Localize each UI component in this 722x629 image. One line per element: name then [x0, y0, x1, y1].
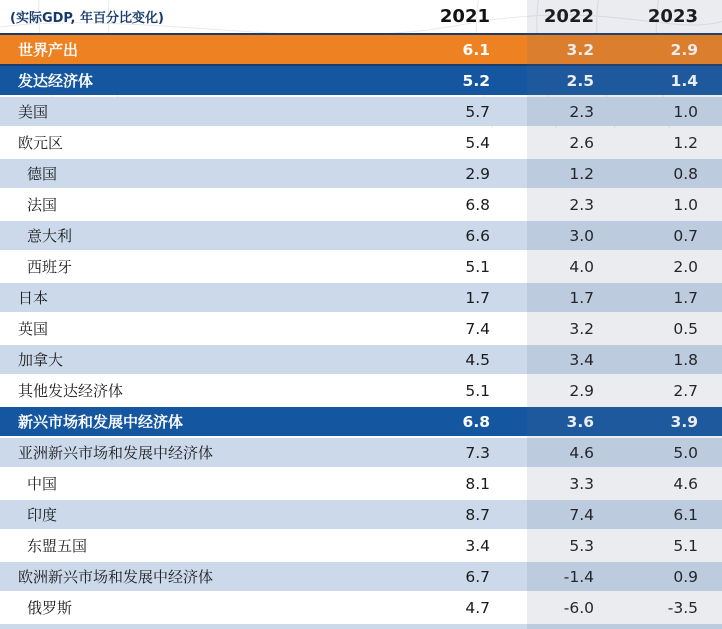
value-2023: 1.2 — [673, 133, 698, 152]
value-2022: -6.0 — [563, 598, 594, 617]
row-label: 加拿大 — [18, 351, 64, 369]
table-row — [0, 221, 722, 250]
value-2023: 0.9 — [673, 567, 698, 586]
row-label: 亚洲新兴市场和发展中经济体 — [18, 444, 214, 462]
table-row — [0, 531, 722, 560]
value-2022: 4.6 — [569, 443, 594, 462]
table-row — [0, 376, 722, 405]
value-2022: 3.2 — [569, 319, 594, 338]
value-2022: 2.9 — [569, 381, 594, 400]
value-2021: 8.7 — [465, 505, 490, 524]
value-2022: 2.3 — [569, 195, 594, 214]
value-2022: 3.0 — [569, 226, 594, 245]
table-row — [0, 407, 722, 436]
value-2022: 2.3 — [569, 102, 594, 121]
table-row — [0, 97, 722, 126]
value-2022: -1.4 — [563, 567, 594, 586]
value-2022: 3.4 — [569, 350, 594, 369]
value-2021: 6.8 — [462, 412, 490, 431]
table-row — [0, 314, 722, 343]
value-2021: 5.2 — [462, 71, 490, 90]
row-label: 印度 — [27, 506, 58, 524]
row-label: 世界产出 — [18, 41, 79, 59]
value-2021: 7.3 — [465, 443, 490, 462]
table-row — [0, 190, 722, 219]
value-2023: 1.8 — [673, 350, 698, 369]
table-header — [0, 0, 722, 33]
value-2022: 3.3 — [569, 474, 594, 493]
table-row — [0, 345, 722, 374]
column-header-2023: 2023 — [647, 6, 698, 27]
value-2023: 3.9 — [670, 412, 698, 431]
row-label: 意大利 — [27, 227, 73, 245]
value-2021: 7.4 — [465, 319, 490, 338]
value-2022: 3.6 — [566, 412, 594, 431]
table-row — [0, 438, 722, 467]
value-2023: 0.7 — [673, 226, 698, 245]
table-body — [0, 33, 722, 622]
value-2022: 1.7 — [569, 288, 594, 307]
row-label: 日本 — [18, 289, 49, 307]
row-label: 英国 — [18, 320, 49, 338]
value-2023: -3.5 — [667, 598, 698, 617]
row-label: 欧元区 — [18, 134, 64, 152]
value-2023: 6.1 — [673, 505, 698, 524]
table-subtitle: (实际GDP, 年百分比变化) — [10, 11, 164, 26]
table-row — [0, 159, 722, 188]
value-2023: 0.5 — [673, 319, 698, 338]
row-label: 西班牙 — [27, 258, 73, 276]
column-header-2021: 2021 — [439, 6, 490, 27]
table-row — [0, 66, 722, 95]
value-2021: 6.8 — [465, 195, 490, 214]
value-2021: 5.1 — [465, 381, 490, 400]
value-2021: 2.9 — [465, 164, 490, 183]
table-row — [0, 562, 722, 591]
value-2021: 5.7 — [465, 102, 490, 121]
value-2023: 5.0 — [673, 443, 698, 462]
value-2021: 3.4 — [465, 536, 490, 555]
partial-row — [0, 624, 722, 629]
row-label: 中国 — [27, 475, 58, 493]
table-row — [0, 128, 722, 157]
value-2023: 2.9 — [670, 40, 698, 59]
row-label: 发达经济体 — [18, 72, 94, 90]
value-2021: 1.7 — [465, 288, 490, 307]
value-2023: 4.6 — [673, 474, 698, 493]
table-row — [0, 469, 722, 498]
table-row — [0, 252, 722, 281]
value-2023: 2.7 — [673, 381, 698, 400]
table-row — [0, 593, 722, 622]
row-label: 法国 — [27, 196, 58, 214]
row-label: 俄罗斯 — [27, 599, 73, 617]
value-2023: 1.0 — [673, 102, 698, 121]
value-2023: 5.1 — [673, 536, 698, 555]
value-2022: 3.2 — [566, 40, 594, 59]
value-2023: 1.7 — [673, 288, 698, 307]
value-2022: 2.5 — [566, 71, 594, 90]
value-2023: 2.0 — [673, 257, 698, 276]
table-row — [0, 283, 722, 312]
row-label: 德国 — [27, 165, 58, 183]
value-2022: 5.3 — [569, 536, 594, 555]
row-label: 其他发达经济体 — [18, 382, 124, 400]
row-label: 欧洲新兴市场和发展中经济体 — [18, 568, 214, 586]
value-2021: 6.6 — [465, 226, 490, 245]
table-row — [0, 33, 722, 66]
value-2021: 8.1 — [465, 474, 490, 493]
value-2023: 0.8 — [673, 164, 698, 183]
table-row — [0, 500, 722, 529]
row-label: 新兴市场和发展中经济体 — [18, 413, 184, 431]
column-header-2022: 2022 — [543, 6, 594, 27]
value-2023: 1.4 — [670, 71, 698, 90]
row-label: 美国 — [18, 103, 49, 121]
value-2021: 4.5 — [465, 350, 490, 369]
value-2021: 5.4 — [465, 133, 490, 152]
value-2021: 5.1 — [465, 257, 490, 276]
value-2021: 4.7 — [465, 598, 490, 617]
row-label: 东盟五国 — [27, 537, 88, 555]
value-2022: 4.0 — [569, 257, 594, 276]
value-2021: 6.7 — [465, 567, 490, 586]
value-2021: 6.1 — [462, 40, 490, 59]
value-2022: 1.2 — [569, 164, 594, 183]
value-2022: 2.6 — [569, 133, 594, 152]
value-2023: 1.0 — [673, 195, 698, 214]
value-2022: 7.4 — [569, 505, 594, 524]
